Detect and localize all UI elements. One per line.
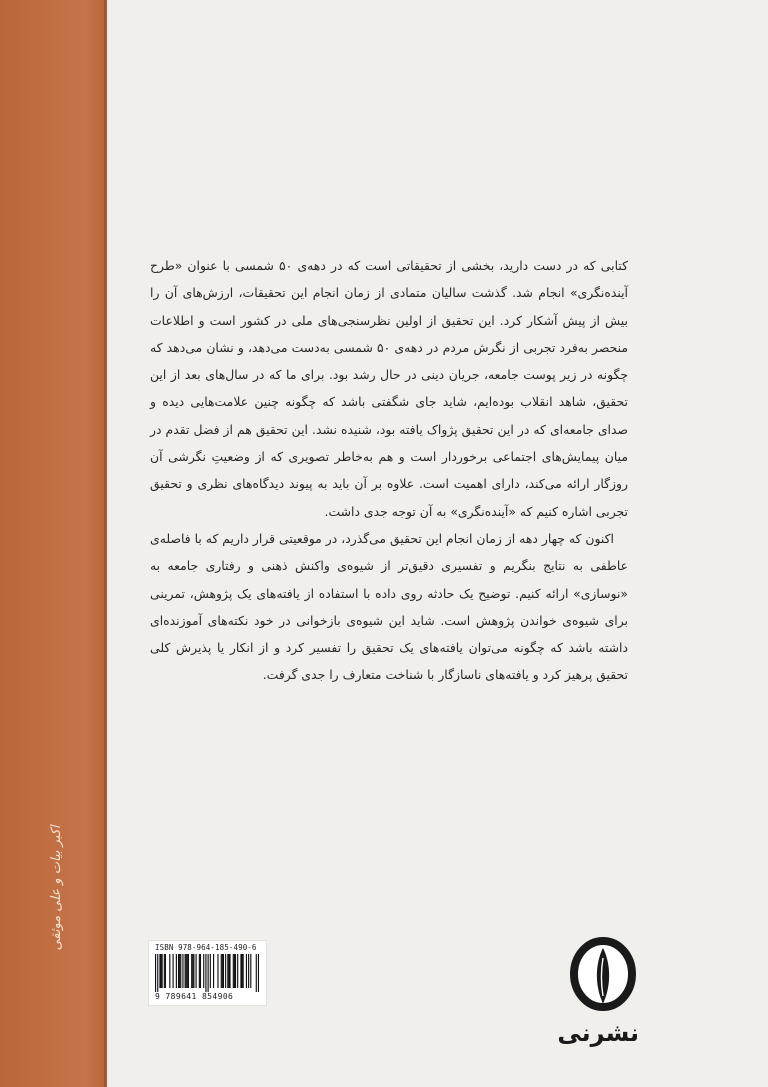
barcode-bar: [193, 954, 194, 988]
barcode-bar: [258, 954, 259, 992]
barcode-bar: [203, 954, 204, 988]
barcode-bar: [225, 954, 226, 988]
barcode-bar: [229, 954, 230, 988]
barcode-bar: [182, 954, 183, 988]
barcode-bar: [192, 954, 193, 988]
barcode-bar: [223, 954, 224, 988]
barcode-bar: [179, 954, 180, 988]
spine-author-text: اکبر بیات و علی موثقی: [49, 825, 64, 951]
barcode-bar: [160, 954, 161, 988]
publisher-logo: [557, 934, 639, 1054]
barcode-bar: [234, 954, 235, 988]
barcode-bar: [246, 954, 247, 988]
barcode-bar: [186, 954, 187, 988]
barcode: [148, 940, 267, 1006]
barcode-bar: [169, 954, 170, 988]
barcode-bar: [250, 954, 251, 988]
reed-in-circle-icon: [567, 934, 639, 1016]
barcode-bars: [155, 954, 259, 992]
barcode-bar: [227, 954, 228, 988]
barcode-bar: [185, 954, 186, 988]
barcode-bar: [217, 954, 218, 988]
barcode-bar: [191, 954, 192, 988]
barcode-bar: [200, 954, 201, 988]
barcode-bar: [248, 954, 249, 988]
barcode-bar: [159, 954, 160, 988]
barcode-bar: [208, 954, 209, 992]
barcode-bar: [243, 954, 244, 988]
barcode-bar: [157, 954, 158, 992]
barcode-bar: [210, 954, 211, 988]
barcode-bar: [165, 954, 166, 988]
barcode-bar: [199, 954, 200, 988]
barcode-bar: [187, 954, 188, 988]
barcode-bar: [188, 954, 189, 988]
blurb-paragraph-2: اکنون که چهار دهه از زمان انجام این تحقیق می‌گذرد، در موقعیتی قرار داریم که با فاصله‌ی عاطفی به نتایج بنگریم و تفسیری دقیق‌تر از شیوه‌ی واکنش ذهنی و رفتاری جامعه به «نوسازی» ارائه کنیم. توضیح یک حادثه روی داده با استفاده از یافته‌های یک پژوهش، تمرینی برای شیوه‌ی خواندن پژوهش است. شاید این شیوه‌ی بازخوانی در خود نکته‌های آموزنده‌ای داشته باشد که چگونه می‌توان یافته‌های یک تحقیق را تفسیر کرد و از انکار یا پذیرش کلی تحقیق پرهیز کرد و یافته‌های ناسازگار با شناخت متعارف را جدی گرفت.: [150, 530, 628, 683]
barcode-bar: [178, 954, 179, 988]
barcode-bar: [235, 954, 236, 988]
publisher-name: نشرنی: [557, 1019, 639, 1047]
blurb-text: [150, 252, 628, 689]
barcode-bar: [173, 954, 174, 988]
barcode-bar: [228, 954, 229, 988]
barcode-bar: [237, 954, 238, 988]
barcode-bar: [162, 954, 163, 988]
barcode-bar: [256, 954, 257, 992]
isbn-label: ISBN 978-964-185-490-6: [155, 943, 257, 952]
barcode-bar: [221, 954, 222, 988]
barcode-bar: [196, 954, 197, 988]
barcode-bar: [180, 954, 181, 988]
barcode-bar: [241, 954, 242, 988]
barcode-digits: 9 789641 854906: [155, 992, 234, 1001]
barcode-bar: [233, 954, 234, 988]
barcode-bar: [176, 954, 177, 988]
barcode-bar: [213, 954, 214, 988]
blurb-paragraph-1: کتابی که در دست دارید، بخشی از تحقیقاتی است که در دهه‌ی ۵۰ شمسی با عنوان «طرح آینده‌نگری» انجام شد. گذشت سالیان متمادی از زمان انجام این تحقیقات، ارزش‌های آن را بیش از پیش آشکار کرد. این تحقیق از اولین نظرسنجی‌های ملی در کشور است و اطلاعات منحصر به‌فرد تجربی از نگرش مردم در دهه‌ی ۵۰ شمسی به‌دست می‌دهد، و نشان می‌دهد که چگونه در زیر پوست جامعه، جریان دینی در حال رشد بود. برای ما که در سال‌های بعد از این تحقیق، شاهد انقلاب بوده‌ایم، شاید جای شگفتی باشد که چگونه چنین علامت‌هایی دیده و صدای جامعه‌ای که در این تحقیق پژواک یافته بود، شنیده نشد. این تحقیق هم از فضل تقدم در میان پیمایش‌های اجتماعی برخوردار است و هم به‌خاطر تصویری که از وضعیتِ نگرشی آن روزگار ارائه می‌کند، دارای اهمیت است. علاوه بر آن باید به پیوند دیدگاه‌های نظری و تحقیق تجربی اشاره کنیم که «آینده‌نگری» به آن توجه جدی داشت.: [150, 258, 628, 519]
barcode-bar: [222, 954, 223, 988]
spine-shadow: [104, 0, 108, 1087]
barcode-bar: [155, 954, 156, 992]
barcode-bar: [164, 954, 165, 988]
barcode-bar: [240, 954, 241, 988]
barcode-bar: [205, 954, 206, 992]
